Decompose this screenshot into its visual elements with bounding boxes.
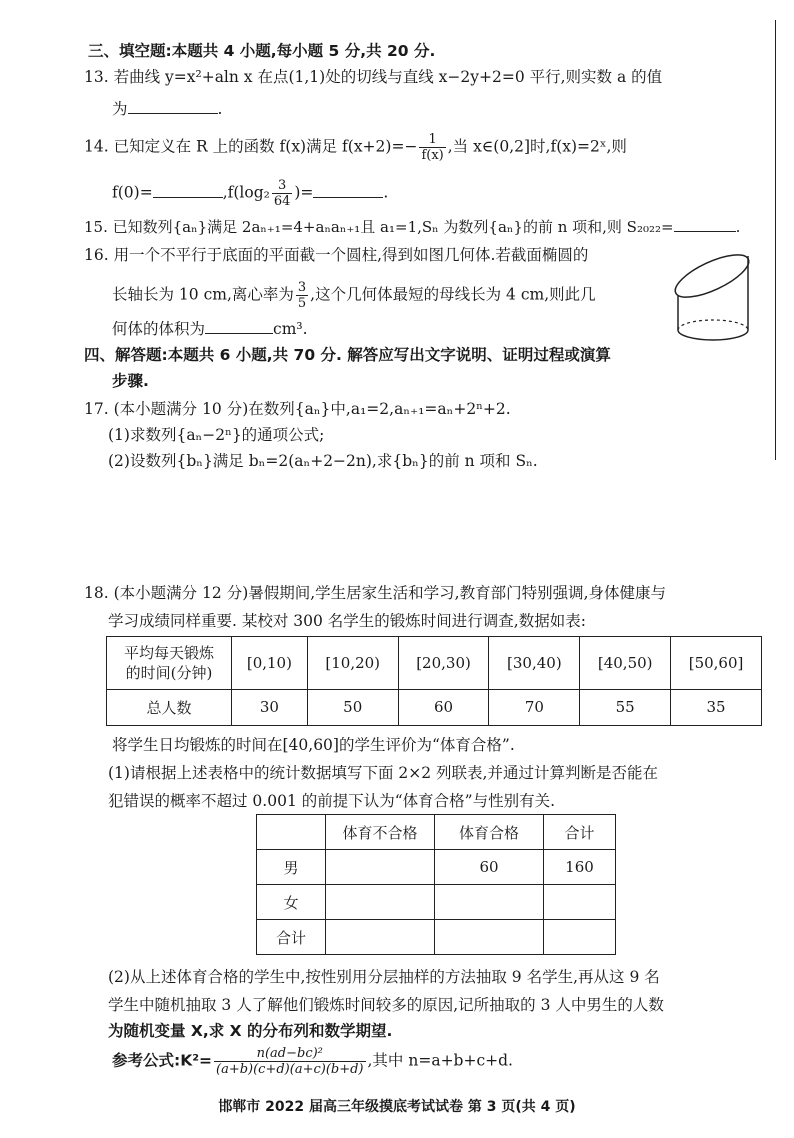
table1-interval: [0,10)	[232, 637, 308, 690]
exercise-time-table	[106, 636, 762, 726]
q15-line: 15. 已知数列{aₙ}满足 2aₙ₊₁=4+aₙaₙ₊₁且 a₁=1,Sₙ 为数列{aₙ}的前 n 项和,则 S₂₀₂₂= .	[84, 218, 741, 236]
table2-cell	[435, 885, 544, 920]
q13-line2: 为 .	[112, 100, 223, 118]
q13-blank	[128, 99, 218, 114]
reference-formula: 参考公式:K²= $\frac{\text{n(ad−bc)²}}{(a+b)(c+d)(a+c)(b+d)}$ ,其中 n=a+b+c+d.	[112, 1046, 513, 1077]
q16-fraction: $\frac{3}{5}$	[297, 280, 307, 311]
table2-col-header: 体育合格	[435, 815, 544, 850]
table1-row-label: 总人数	[107, 689, 232, 725]
table1-interval: [10,20)	[307, 637, 398, 690]
table2-cell	[435, 920, 544, 955]
section4-heading-line2: 步骤.	[112, 372, 149, 390]
q17-line1: 17. (本小题满分 10 分)在数列{aₙ}中,a₁=2,aₙ₊₁=aₙ+2ⁿ+2.	[84, 400, 511, 418]
table1-interval: [50,60]	[671, 637, 762, 690]
table2-cell	[544, 885, 616, 920]
q18-part2-line1: (2)从上述体育合格的学生中,按性别用分层抽样的方法抽取 9 名学生,再从这 9 名	[108, 968, 660, 986]
q18-part1-line2: 犯错误的概率不超过 0.001 的前提下认为“体育合格”与性别有关.	[108, 792, 556, 810]
table2-corner	[257, 815, 326, 850]
table2-cell	[544, 920, 616, 955]
table2-row-label: 合计	[257, 920, 326, 955]
q16-blank	[205, 319, 273, 334]
q14-line2: f(0)= ,f(log₂ $\frac{3}{64}$ )= .	[112, 178, 389, 209]
section3-heading: 三、填空题:本题共 4 小题,每小题 5 分,共 20 分.	[88, 42, 436, 60]
q14-blank-2	[313, 183, 383, 198]
q18-part2-line2: 学生中随机抽取 3 人了解他们锻炼时间较多的原因,记所抽取的 3 人中男生的人数	[108, 996, 664, 1014]
q17-part1: (1)求数列{aₙ−2ⁿ}的通项公式;	[108, 426, 325, 444]
table2-cell	[326, 850, 435, 885]
q14-line1: 14. 已知定义在 R 上的函数 f(x)满足 f(x+2)=− $\frac{1}{f(x)}$ ,当 x∈(0,2]时,f(x)=2ˣ,则	[84, 132, 627, 163]
table1-count: 55	[580, 689, 671, 725]
table1-header-label: 平均每天锻炼 的时间(分钟)	[107, 637, 232, 690]
table2-col-header: 体育不合格	[326, 815, 435, 850]
q18-part1-line1: (1)请根据上述表格中的统计数据填写下面 2×2 列联表,并通过计算判断是否能在	[108, 764, 658, 782]
page-footer: 邯郸市 2022 届高三年级摸底考试试卷 第 3 页(共 4 页)	[218, 1099, 576, 1115]
table2-row-label: 女	[257, 885, 326, 920]
q13-line1: 13. 若曲线 y=x²+aln x 在点(1,1)处的切线与直线 x−2y+2=0 平行,则实数 a 的值	[84, 68, 663, 86]
section4-heading-line1: 四、解答题:本题共 6 小题,共 70 分. 解答应写出文字说明、证明过程或演算	[84, 346, 611, 364]
table1-count: 30	[232, 689, 308, 725]
page-right-border	[775, 20, 776, 460]
table2-cell: 160	[544, 850, 616, 885]
table2-col-header: 合计	[544, 815, 616, 850]
formula-fraction: $\frac{\text{n(ad−bc)²}}{(a+b)(c+d)(a+c)(b+d)}$	[216, 1046, 364, 1077]
table1-count: 70	[489, 689, 580, 725]
q18-definition: 将学生日均锻炼的时间在[40,60]的学生评价为“体育合格”.	[112, 736, 515, 754]
table1-count: 50	[307, 689, 398, 725]
table2-cell: 60	[435, 850, 544, 885]
q16-line2: 长轴长为 10 cm,离心率为 $\frac{3}{5}$ ,这个几何体最短的母线长为 4 cm,则此几	[112, 280, 596, 311]
table1-interval: [20,30)	[398, 637, 489, 690]
table1-interval: [40,50)	[580, 637, 671, 690]
contingency-table	[256, 814, 616, 955]
q14-blank-1	[153, 183, 223, 198]
q18-line2: 学习成绩同样重要. 某校对 300 名学生的锻炼时间进行调查,数据如表:	[108, 612, 586, 630]
q18-part2-line3: 为随机变量 X,求 X 的分布列和数学期望.	[108, 1022, 393, 1040]
table2-cell	[326, 885, 435, 920]
table1-count: 35	[671, 689, 762, 725]
q17-part2: (2)设数列{bₙ}满足 bₙ=2(aₙ+2−2n),求{bₙ}的前 n 项和 Sₙ.	[108, 452, 538, 470]
q14-fraction: $\frac{1}{f(x)}$	[421, 132, 444, 163]
q14-fraction-2: $\frac{3}{64}$	[273, 178, 291, 209]
cut-cylinder-figure	[670, 238, 760, 348]
table2-row-label: 男	[257, 850, 326, 885]
table1-interval: [30,40)	[489, 637, 580, 690]
q16-line1: 16. 用一个不平行于底面的平面截一个圆柱,得到如图几何体.若截面椭圆的	[84, 246, 589, 264]
q15-blank	[674, 217, 736, 232]
table1-count: 60	[398, 689, 489, 725]
q18-line1: 18. (本小题满分 12 分)暑假期间,学生居家生活和学习,教育部门特别强调,身体健康与	[84, 584, 667, 602]
table2-cell	[326, 920, 435, 955]
q16-line3: 何体的体积为 cm³.	[112, 320, 308, 338]
